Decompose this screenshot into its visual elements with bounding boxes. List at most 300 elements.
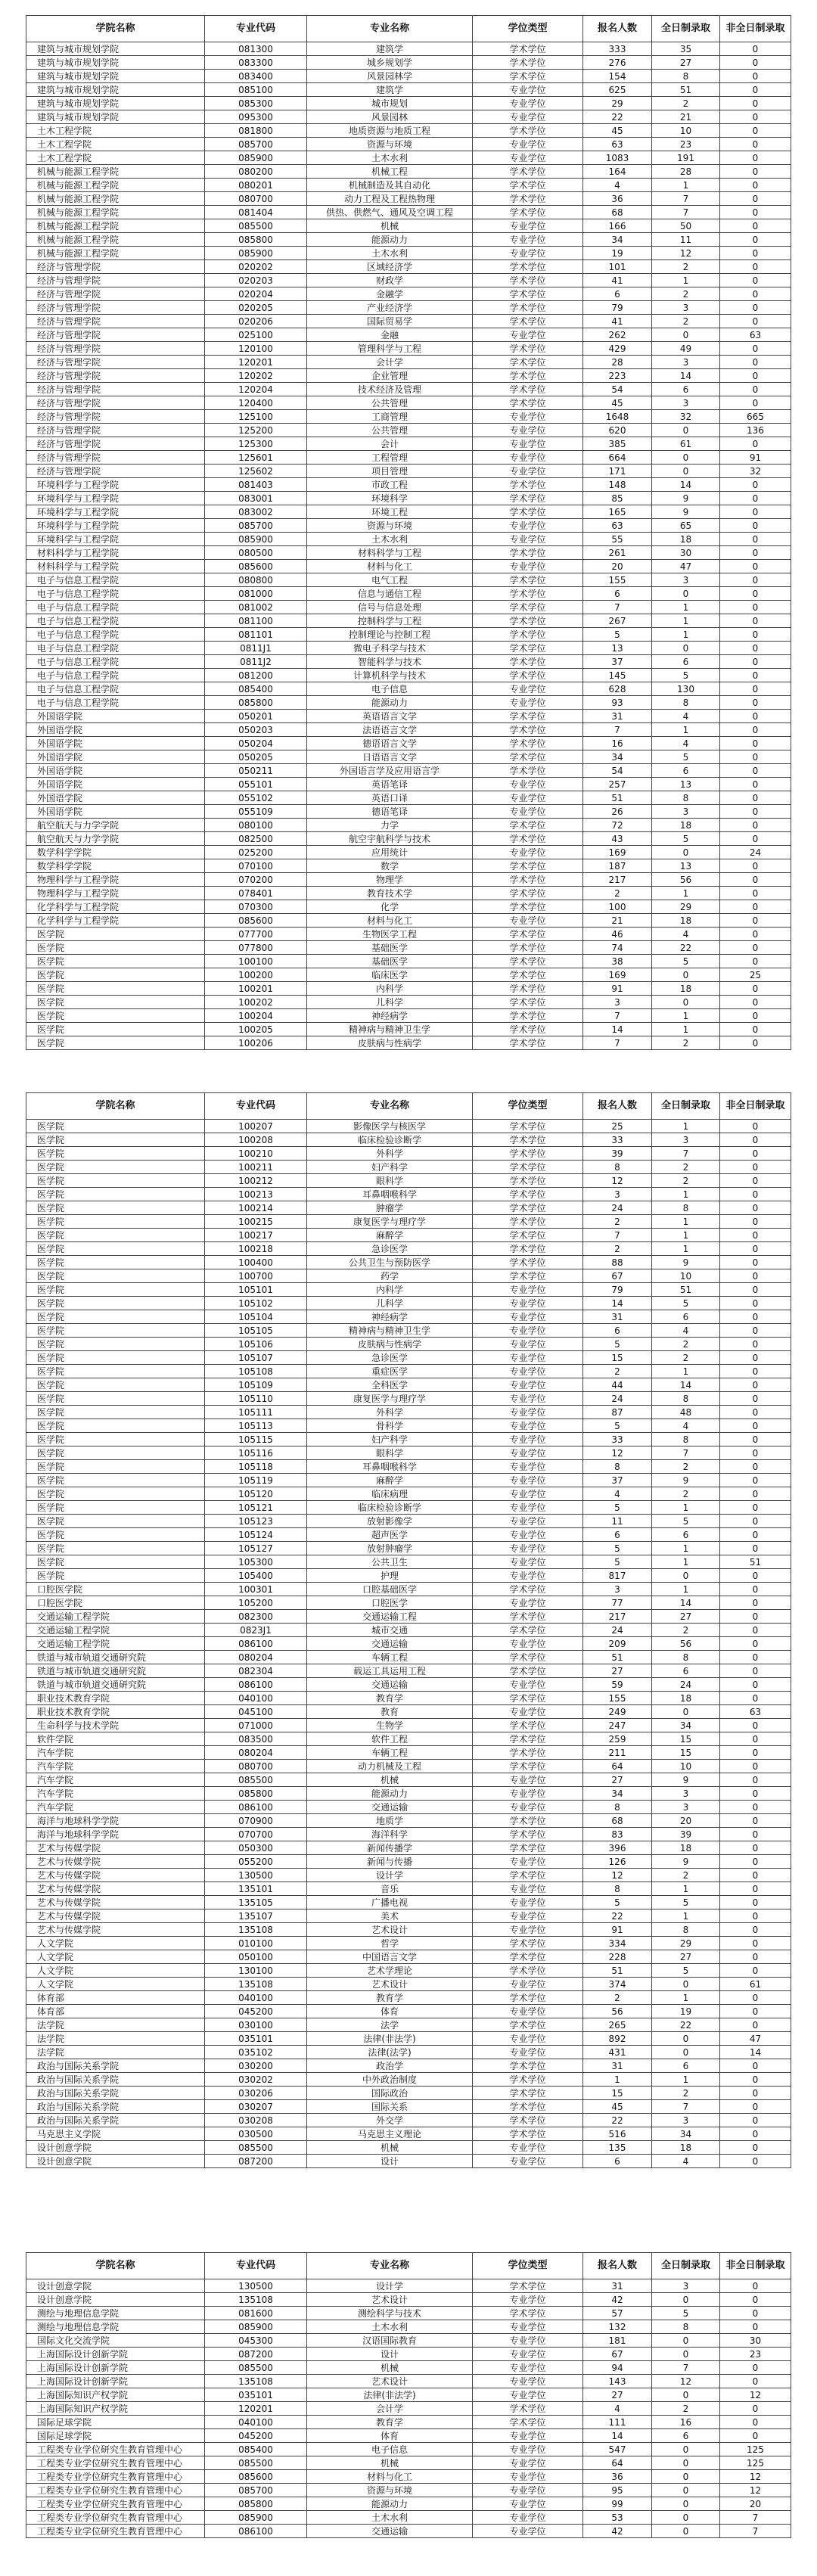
major-code-cell: 020203: [205, 274, 307, 287]
parttime-admitted-cell: 0: [720, 2416, 791, 2429]
degree-type-cell: 学术学位: [473, 301, 583, 315]
degree-type-cell: 专业学位: [473, 151, 583, 165]
parttime-admitted-cell: 0: [720, 315, 791, 328]
college-name-cell: 设计创意学院: [26, 2293, 205, 2307]
table-row: [26, 1133, 791, 1147]
major-name-cell: 政治学: [307, 2059, 473, 2073]
parttime-admitted-cell: 0: [720, 2155, 791, 2168]
applicants-cell: 211: [583, 1746, 652, 1760]
college-name-cell: 医学院: [26, 1487, 205, 1501]
applicants-cell: 165: [583, 505, 652, 519]
applicants-cell: 37: [583, 1474, 652, 1487]
major-name-cell: 法律(非法学): [307, 2388, 473, 2402]
fulltime-admitted-cell: 1: [652, 1120, 720, 1133]
parttime-admitted-cell: 0: [720, 287, 791, 301]
major-name-cell: 眼科学: [307, 1446, 473, 1460]
major-name-cell: 环境工程: [307, 505, 473, 519]
table-row: [26, 2416, 791, 2429]
major-code-cell: 050203: [205, 723, 307, 737]
college-name-cell: 口腔医学院: [26, 1583, 205, 1596]
applicants-cell: 63: [583, 138, 652, 151]
major-code-cell: 083001: [205, 492, 307, 505]
major-code-cell: 070200: [205, 873, 307, 887]
parttime-admitted-cell: 0: [720, 356, 791, 369]
degree-type-cell: 学术学位: [473, 1964, 583, 1978]
table-row: [26, 2511, 791, 2525]
major-name-cell: 物理学: [307, 873, 473, 887]
major-name-cell: 英语语言文学: [307, 710, 473, 723]
applicants-cell: 374: [583, 1978, 652, 1991]
major-code-cell: 020204: [205, 287, 307, 301]
table-row: [26, 328, 791, 342]
applicants-cell: 95: [583, 2484, 652, 2497]
major-name-cell: 环境科学: [307, 492, 473, 505]
applicants-cell: 547: [583, 2443, 652, 2456]
parttime-admitted-cell: 0: [720, 2141, 791, 2155]
applicants-cell: 892: [583, 2032, 652, 2046]
applicants-cell: 817: [583, 1569, 652, 1583]
parttime-admitted-cell: 0: [720, 982, 791, 996]
fulltime-admitted-cell: 0: [652, 2497, 720, 2511]
fulltime-admitted-cell: 4: [652, 2155, 720, 2168]
degree-type-cell: 专业学位: [473, 2375, 583, 2388]
applicants-cell: 88: [583, 1256, 652, 1269]
table-row: [26, 682, 791, 696]
fulltime-admitted-cell: 6: [652, 1664, 720, 1678]
parttime-admitted-cell: 0: [720, 478, 791, 492]
major-code-cell: 100204: [205, 1009, 307, 1023]
parttime-admitted-cell: 7: [720, 2525, 791, 2538]
header-parttime-admitted: 非全日制录取: [720, 2253, 791, 2279]
applicants-cell: 24: [583, 1624, 652, 1637]
applicants-cell: 276: [583, 56, 652, 70]
college-name-cell: 土木工程学院: [26, 138, 205, 151]
fulltime-admitted-cell: 48: [652, 1406, 720, 1419]
applicants-cell: 99: [583, 2497, 652, 2511]
college-name-cell: 政治与国际关系学院: [26, 2073, 205, 2087]
major-name-cell: 德语笔译: [307, 805, 473, 819]
table-row: [26, 1474, 791, 1487]
major-name-cell: 英语笔译: [307, 778, 473, 791]
table-row: [26, 1487, 791, 1501]
applicants-cell: 3: [583, 1188, 652, 1201]
table-row: [26, 1882, 791, 1896]
fulltime-admitted-cell: 56: [652, 873, 720, 887]
degree-type-cell: 学术学位: [473, 723, 583, 737]
major-name-cell: 航空宇航科学与技术: [307, 832, 473, 846]
applicants-cell: 51: [583, 1964, 652, 1978]
applicants-cell: 5: [583, 1419, 652, 1433]
parttime-admitted-cell: 0: [720, 1610, 791, 1624]
college-name-cell: 电子与信息工程学院: [26, 669, 205, 682]
degree-type-cell: 专业学位: [473, 1596, 583, 1610]
major-name-cell: 外国语言学及应用语言学: [307, 764, 473, 778]
applicants-cell: 135: [583, 2141, 652, 2155]
parttime-admitted-cell: 0: [720, 1542, 791, 1555]
major-code-cell: 081101: [205, 628, 307, 642]
major-name-cell: 区域经济学: [307, 260, 473, 274]
college-name-cell: 经济与管理学院: [26, 383, 205, 396]
applicants-cell: 2: [583, 1991, 652, 2005]
parttime-admitted-cell: 125: [720, 2456, 791, 2470]
applicants-cell: 54: [583, 764, 652, 778]
major-name-cell: 计算机科学与技术: [307, 669, 473, 682]
college-name-cell: 医学院: [26, 1009, 205, 1023]
fulltime-admitted-cell: 14: [652, 1596, 720, 1610]
degree-type-cell: 专业学位: [473, 1474, 583, 1487]
major-code-cell: 105107: [205, 1351, 307, 1365]
fulltime-admitted-cell: 28: [652, 165, 720, 179]
college-name-cell: 工程类专业学位研究生教育管理中心: [26, 2456, 205, 2470]
major-code-cell: 100212: [205, 1174, 307, 1188]
major-code-cell: 055101: [205, 778, 307, 791]
degree-type-cell: 专业学位: [473, 2155, 583, 2168]
college-name-cell: 外国语学院: [26, 750, 205, 764]
major-code-cell: 040100: [205, 1991, 307, 2005]
applicants-cell: 5: [583, 1896, 652, 1909]
fulltime-admitted-cell: 3: [652, 1801, 720, 1814]
major-code-cell: 083300: [205, 56, 307, 70]
degree-type-cell: 专业学位: [473, 437, 583, 451]
applicants-cell: 44: [583, 1378, 652, 1392]
table-row: [26, 179, 791, 192]
parttime-admitted-cell: 0: [720, 1950, 791, 1964]
major-name-cell: 公共卫生与预防医学: [307, 1256, 473, 1269]
table-row: [26, 2155, 791, 2168]
college-name-cell: 医学院: [26, 1324, 205, 1338]
major-name-cell: 机械: [307, 2456, 473, 2470]
parttime-admitted-cell: 0: [720, 1338, 791, 1351]
major-code-cell: 070900: [205, 1814, 307, 1828]
major-name-cell: 动力工程及工程热物理: [307, 192, 473, 206]
parttime-admitted-cell: 0: [720, 1596, 791, 1610]
college-name-cell: 机械与能源工程学院: [26, 247, 205, 260]
college-name-cell: 电子与信息工程学院: [26, 696, 205, 710]
table-row: [26, 1841, 791, 1855]
college-name-cell: 国际足球学院: [26, 2416, 205, 2429]
major-name-cell: 供热、供燃气、通风及空调工程: [307, 206, 473, 219]
degree-type-cell: 专业学位: [473, 1501, 583, 1515]
major-code-cell: 105108: [205, 1365, 307, 1378]
degree-type-cell: 学术学位: [473, 56, 583, 70]
fulltime-admitted-cell: 0: [652, 2293, 720, 2307]
fulltime-admitted-cell: 12: [652, 247, 720, 260]
degree-type-cell: 专业学位: [473, 2511, 583, 2525]
college-name-cell: 医学院: [26, 1446, 205, 1460]
table-row: [26, 124, 791, 138]
parttime-admitted-cell: 0: [720, 492, 791, 505]
parttime-admitted-cell: 0: [720, 42, 791, 56]
major-name-cell: 技术经济及管理: [307, 383, 473, 396]
major-name-cell: 生物学: [307, 1719, 473, 1732]
applicants-cell: 79: [583, 1283, 652, 1297]
table-row: [26, 1719, 791, 1732]
applicants-cell: 261: [583, 546, 652, 560]
major-name-cell: 会计学: [307, 356, 473, 369]
degree-type-cell: 学术学位: [473, 1009, 583, 1023]
major-name-cell: 外科学: [307, 1406, 473, 1419]
major-name-cell: 护理: [307, 1569, 473, 1583]
major-code-cell: 100201: [205, 982, 307, 996]
parttime-admitted-cell: 0: [720, 1515, 791, 1528]
applicants-cell: 68: [583, 206, 652, 219]
applicants-cell: 257: [583, 778, 652, 791]
college-name-cell: 医学院: [26, 1392, 205, 1406]
major-code-cell: 125200: [205, 424, 307, 437]
college-name-cell: 环境科学与工程学院: [26, 519, 205, 533]
college-name-cell: 医学院: [26, 996, 205, 1009]
applicants-cell: 27: [583, 1773, 652, 1787]
degree-type-cell: 学术学位: [473, 260, 583, 274]
college-name-cell: 体育部: [26, 2005, 205, 2018]
major-code-cell: 025200: [205, 846, 307, 859]
major-name-cell: 能源动力: [307, 696, 473, 710]
parttime-admitted-cell: 0: [720, 56, 791, 70]
degree-type-cell: 学术学位: [473, 710, 583, 723]
header-fulltime-admitted: 全日制录取: [652, 1093, 720, 1120]
table-row: [26, 2279, 791, 2293]
parttime-admitted-cell: 0: [720, 342, 791, 356]
major-name-cell: 机械: [307, 2141, 473, 2155]
degree-type-cell: 学术学位: [473, 492, 583, 505]
applicants-cell: 31: [583, 710, 652, 723]
parttime-admitted-cell: 0: [720, 274, 791, 287]
college-name-cell: 人文学院: [26, 1950, 205, 1964]
degree-type-cell: 学术学位: [473, 642, 583, 655]
major-code-cell: 020205: [205, 301, 307, 315]
table-row: [26, 2032, 791, 2046]
applicants-cell: 31: [583, 1310, 652, 1324]
fulltime-admitted-cell: 16: [652, 2416, 720, 2429]
table-row: [26, 1283, 791, 1297]
parttime-admitted-cell: 0: [720, 124, 791, 138]
degree-type-cell: 专业学位: [473, 247, 583, 260]
parttime-admitted-cell: 0: [720, 2005, 791, 2018]
college-name-cell: 铁道与城市轨道交通研究院: [26, 1651, 205, 1664]
degree-type-cell: 学术学位: [473, 1036, 583, 1050]
degree-type-cell: 专业学位: [473, 2484, 583, 2497]
table-row: [26, 2388, 791, 2402]
major-code-cell: 100211: [205, 1161, 307, 1174]
fulltime-admitted-cell: 0: [652, 451, 720, 465]
parttime-admitted-cell: 0: [720, 1310, 791, 1324]
degree-type-cell: 专业学位: [473, 2334, 583, 2348]
major-code-cell: 130100: [205, 1964, 307, 1978]
header-fulltime-admitted: 全日制录取: [652, 2253, 720, 2279]
major-code-cell: 030500: [205, 2127, 307, 2141]
parttime-admitted-cell: 63: [720, 1705, 791, 1719]
major-code-cell: 050211: [205, 764, 307, 778]
degree-type-cell: 专业学位: [473, 2293, 583, 2307]
parttime-admitted-cell: 0: [720, 1923, 791, 1937]
degree-type-cell: 学术学位: [473, 2279, 583, 2293]
parttime-admitted-cell: 0: [720, 260, 791, 274]
major-code-cell: 100213: [205, 1188, 307, 1201]
major-name-cell: 耳鼻咽喉科学: [307, 1460, 473, 1474]
fulltime-admitted-cell: 14: [652, 1378, 720, 1392]
fulltime-admitted-cell: 18: [652, 1692, 720, 1705]
major-name-cell: 化学: [307, 900, 473, 914]
applicants-cell: 51: [583, 1651, 652, 1664]
table-row: [26, 2443, 791, 2456]
fulltime-admitted-cell: 8: [652, 1392, 720, 1406]
parttime-admitted-cell: 0: [720, 1801, 791, 1814]
major-code-cell: 055102: [205, 791, 307, 805]
applicants-cell: 87: [583, 1406, 652, 1419]
major-name-cell: 教育学: [307, 1692, 473, 1705]
applicants-cell: 54: [583, 383, 652, 396]
major-name-cell: 城乡规划学: [307, 56, 473, 70]
fulltime-admitted-cell: 5: [652, 955, 720, 968]
fulltime-admitted-cell: 34: [652, 1719, 720, 1732]
degree-type-cell: 学术学位: [473, 1664, 583, 1678]
college-name-cell: 医学院: [26, 1256, 205, 1269]
major-name-cell: 儿科学: [307, 1297, 473, 1310]
parttime-admitted-cell: 0: [720, 2402, 791, 2416]
parttime-admitted-cell: 0: [720, 1991, 791, 2005]
major-code-cell: 085300: [205, 97, 307, 110]
college-name-cell: 医学院: [26, 1215, 205, 1229]
major-code-cell: 085700: [205, 519, 307, 533]
table-row: [26, 1036, 791, 1050]
fulltime-admitted-cell: 0: [652, 642, 720, 655]
major-code-cell: 130500: [205, 1869, 307, 1882]
parttime-admitted-cell: 0: [720, 546, 791, 560]
college-name-cell: 机械与能源工程学院: [26, 219, 205, 233]
college-name-cell: 医学院: [26, 941, 205, 955]
major-name-cell: 能源动力: [307, 2497, 473, 2511]
table-row: [26, 1501, 791, 1515]
applicants-cell: 21: [583, 914, 652, 928]
major-name-cell: 土木水利: [307, 2511, 473, 2525]
major-name-cell: 国际贸易学: [307, 315, 473, 328]
parttime-admitted-cell: 0: [720, 914, 791, 928]
parttime-admitted-cell: 0: [720, 614, 791, 628]
degree-type-cell: 学术学位: [473, 1583, 583, 1596]
applicants-cell: 5: [583, 1555, 652, 1569]
major-code-cell: 025100: [205, 328, 307, 342]
applicants-cell: 77: [583, 1596, 652, 1610]
major-name-cell: 电子信息: [307, 682, 473, 696]
major-code-cell: 105121: [205, 1501, 307, 1515]
major-code-cell: 030206: [205, 2087, 307, 2100]
degree-type-cell: 专业学位: [473, 1637, 583, 1651]
parttime-admitted-cell: 0: [720, 1841, 791, 1855]
degree-type-cell: 专业学位: [473, 1406, 583, 1419]
parttime-admitted-cell: 0: [720, 1378, 791, 1392]
parttime-admitted-cell: 0: [720, 1583, 791, 1596]
table-row: [26, 928, 791, 941]
major-code-cell: 135108: [205, 1978, 307, 1991]
fulltime-admitted-cell: 24: [652, 1678, 720, 1692]
applicants-cell: 1648: [583, 410, 652, 424]
applicants-cell: 262: [583, 328, 652, 342]
college-name-cell: 建筑与城市规划学院: [26, 42, 205, 56]
table-row: [26, 1978, 791, 1991]
degree-type-cell: 专业学位: [473, 1855, 583, 1869]
fulltime-admitted-cell: 51: [652, 83, 720, 97]
major-code-cell: 135108: [205, 2293, 307, 2307]
fulltime-admitted-cell: 32: [652, 410, 720, 424]
parttime-admitted-cell: 23: [720, 2348, 791, 2361]
college-name-cell: 医学院: [26, 1542, 205, 1555]
major-code-cell: 078401: [205, 887, 307, 900]
fulltime-admitted-cell: 10: [652, 1269, 720, 1283]
parttime-admitted-cell: 0: [720, 2307, 791, 2320]
parttime-admitted-cell: 0: [720, 138, 791, 151]
parttime-admitted-cell: 0: [720, 764, 791, 778]
college-name-cell: 工程类专业学位研究生教育管理中心: [26, 2525, 205, 2538]
table-row: [26, 1446, 791, 1460]
fulltime-admitted-cell: 2: [652, 1869, 720, 1882]
college-name-cell: 政治与国际关系学院: [26, 2059, 205, 2073]
applicants-cell: 8: [583, 1801, 652, 1814]
table-row: [26, 342, 791, 356]
fulltime-admitted-cell: 15: [652, 1746, 720, 1760]
major-name-cell: 艺术设计: [307, 1978, 473, 1991]
parttime-admitted-cell: 0: [720, 151, 791, 165]
applicants-cell: 249: [583, 1705, 652, 1719]
fulltime-admitted-cell: 5: [652, 2307, 720, 2320]
major-code-cell: 045200: [205, 2429, 307, 2443]
college-name-cell: 机械与能源工程学院: [26, 233, 205, 247]
major-code-cell: 035102: [205, 2046, 307, 2059]
major-name-cell: 眼科学: [307, 1174, 473, 1188]
applicants-cell: 79: [583, 301, 652, 315]
degree-type-cell: 学术学位: [473, 179, 583, 192]
table-row: [26, 723, 791, 737]
applicants-cell: 25: [583, 1120, 652, 1133]
major-code-cell: 105111: [205, 1406, 307, 1419]
major-name-cell: 麻醉学: [307, 1229, 473, 1242]
applicants-cell: 181: [583, 2334, 652, 2348]
college-name-cell: 政治与国际关系学院: [26, 2100, 205, 2114]
parttime-admitted-cell: 12: [720, 2484, 791, 2497]
applicants-cell: 2: [583, 1215, 652, 1229]
table-row: [26, 737, 791, 750]
parttime-admitted-cell: 0: [720, 1651, 791, 1664]
applicants-cell: 43: [583, 832, 652, 846]
table-row: [26, 996, 791, 1009]
major-code-cell: 086100: [205, 1801, 307, 1814]
degree-type-cell: 专业学位: [473, 791, 583, 805]
table-row: [26, 1569, 791, 1583]
degree-type-cell: 专业学位: [473, 1909, 583, 1923]
degree-type-cell: 专业学位: [473, 682, 583, 696]
major-name-cell: 电子信息: [307, 2443, 473, 2456]
college-name-cell: 政治与国际关系学院: [26, 2114, 205, 2127]
table-row: [26, 1324, 791, 1338]
fulltime-admitted-cell: 8: [652, 2320, 720, 2334]
parttime-admitted-cell: 0: [720, 1392, 791, 1406]
major-code-cell: 030207: [205, 2100, 307, 2114]
parttime-admitted-cell: 0: [720, 70, 791, 83]
parttime-admitted-cell: 0: [720, 206, 791, 219]
table-row: [26, 465, 791, 478]
major-code-cell: 085900: [205, 2320, 307, 2334]
degree-type-cell: 专业学位: [473, 2005, 583, 2018]
fulltime-admitted-cell: 8: [652, 791, 720, 805]
table-row: [26, 505, 791, 519]
applicants-cell: 111: [583, 2416, 652, 2429]
major-code-cell: 105118: [205, 1460, 307, 1474]
parttime-admitted-cell: 0: [720, 682, 791, 696]
major-name-cell: 教育: [307, 1705, 473, 1719]
degree-type-cell: 学术学位: [473, 587, 583, 601]
major-name-cell: 中国语言文学: [307, 1950, 473, 1964]
applicants-cell: 42: [583, 2293, 652, 2307]
college-name-cell: 医学院: [26, 982, 205, 996]
